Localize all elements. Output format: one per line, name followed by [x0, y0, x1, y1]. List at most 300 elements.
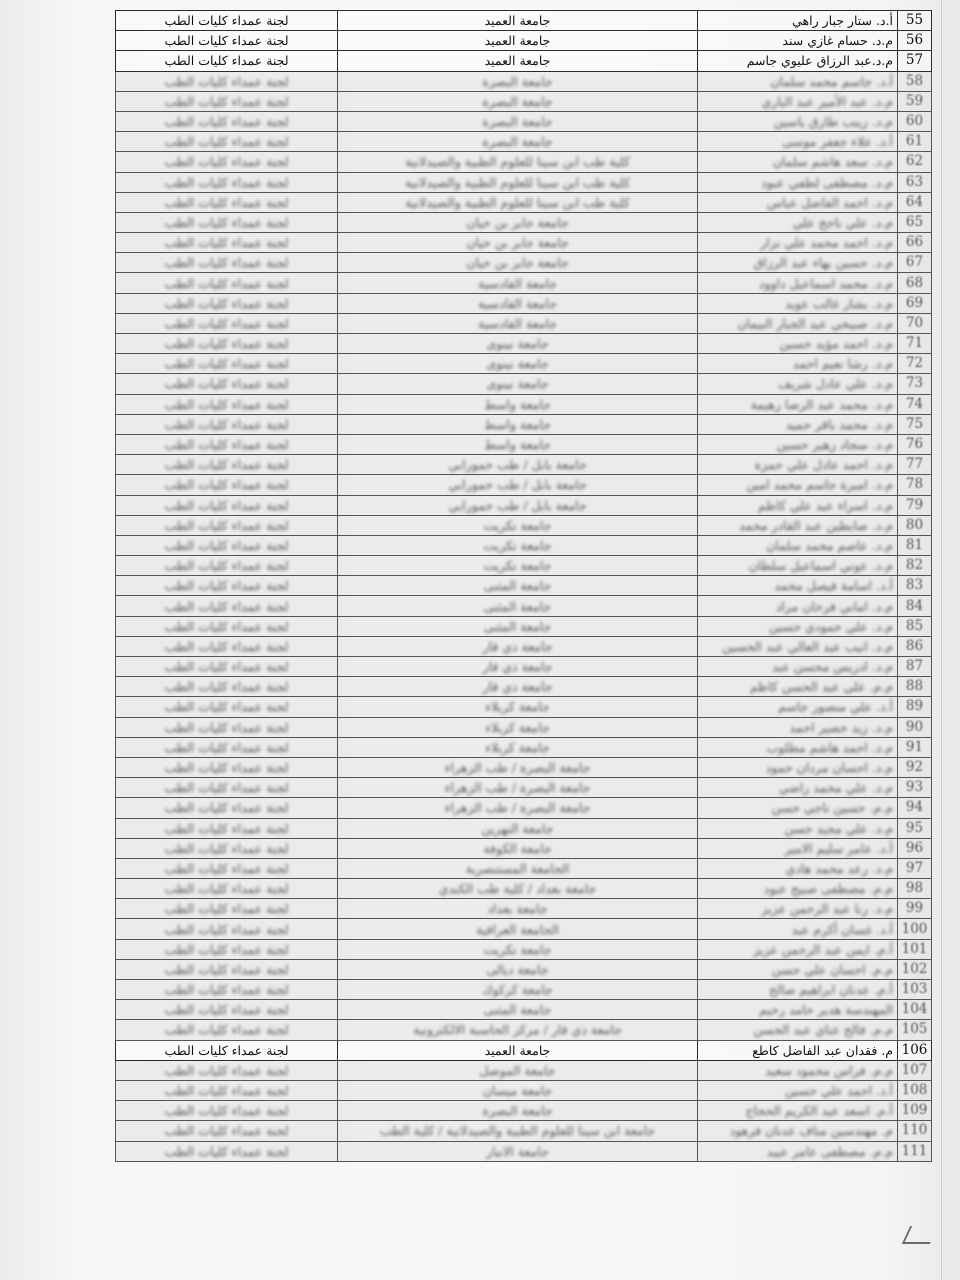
university-text: الجامعة المستنصرية: [465, 860, 570, 876]
member-name-text: م.د. احمد هاشم مطلوب: [766, 739, 893, 755]
university-text: جامعة العميد: [484, 13, 551, 29]
table-row: [116, 636, 932, 656]
member-name-cell: [698, 495, 898, 515]
row-number-text: 97: [905, 859, 924, 876]
member-name-text: م.د. عوني اسماعيل سلطان: [748, 558, 893, 574]
committee-cell: [116, 737, 338, 757]
table-row: [116, 939, 932, 959]
member-name-text: م.د. اميرة جاسم محمد امين: [746, 477, 893, 493]
university-text: كلية طب ابن سينا للعلوم الطبية والصيدلانية: [405, 174, 630, 190]
row-number-text: 67: [905, 254, 924, 271]
committee-text: لجنة عمداء كليات الطب: [164, 13, 289, 29]
member-name-text: م.د. حسين بهاء عبد الرزاق: [753, 255, 893, 271]
university-text: كلية طب ابن سينا للعلوم الطبية والصيدلانية: [405, 194, 630, 210]
member-name-cell: [698, 798, 898, 818]
member-name-cell: [698, 233, 898, 253]
university-cell: [338, 273, 698, 293]
university-cell: [338, 192, 698, 212]
member-name-cell: [698, 212, 898, 232]
university-cell: [338, 253, 698, 273]
university-text: جامعة البصرة: [482, 1103, 553, 1119]
member-name-cell: [698, 1121, 898, 1141]
university-cell: [338, 959, 698, 979]
row-number-text: 62: [905, 153, 924, 170]
committee-text: لجنة عمداء كليات الطب: [164, 33, 289, 49]
committee-cell: [116, 818, 338, 838]
member-name-text: م.د. رنا عبد الرحمن عزيز: [761, 901, 893, 917]
committee-cell: [116, 959, 338, 979]
row-number-cell: [898, 535, 932, 555]
row-number-cell: [898, 959, 932, 979]
table-row: [116, 152, 932, 172]
committee-cell: [116, 657, 338, 677]
member-name-cell: [698, 818, 898, 838]
member-name-text: م. فقدان عبد الفاضل كاطع: [752, 1042, 893, 1058]
row-number-text: 59: [905, 92, 924, 109]
university-text: جامعة تكريت: [483, 558, 552, 574]
university-text: جامعة العميد: [484, 1042, 551, 1058]
university-cell: [338, 293, 698, 313]
committee-text: لجنة عمداء كليات الطب: [164, 1042, 289, 1058]
table-row: [116, 172, 932, 192]
university-text: جامعة تكريت: [483, 517, 552, 533]
member-name-text: م.د. سعد هاشم سلمان: [772, 154, 893, 170]
row-number-text: 103: [901, 981, 928, 998]
university-cell: [338, 132, 698, 152]
row-number-cell: [898, 111, 932, 131]
member-name-cell: [698, 899, 898, 919]
university-text: جامعة البصرة: [482, 73, 553, 89]
row-number-cell: [898, 394, 932, 414]
row-number-text: 104: [901, 1001, 928, 1018]
row-number-text: 82: [905, 557, 924, 574]
member-name-text: م.د. احمد عادل علي حمزة: [754, 457, 893, 473]
row-number-text: 95: [905, 819, 924, 836]
table-row: [116, 798, 932, 818]
committee-cell: [116, 616, 338, 636]
member-name-cell: [698, 737, 898, 757]
member-name-cell: [698, 71, 898, 91]
committee-cell: [116, 374, 338, 394]
committee-text: لجنة عمداء كليات الطب: [164, 1103, 289, 1119]
row-number-cell: [898, 172, 932, 192]
committee-text: لجنة عمداء كليات الطب: [164, 719, 289, 735]
university-cell: [338, 697, 698, 717]
member-name-cell: [698, 1141, 898, 1161]
member-name-text: م.د. اماني فرحان مراد: [775, 598, 893, 614]
row-number-text: 93: [905, 779, 924, 796]
committee-cell: [116, 939, 338, 959]
row-number-text: 89: [905, 698, 924, 715]
committee-text: لجنة عمداء كليات الطب: [164, 336, 289, 352]
member-name-text: م.د. حسام غازي سند: [782, 33, 893, 49]
committee-cell: [116, 394, 338, 414]
university-text: جامعة واسط: [484, 437, 551, 453]
university-cell: [338, 717, 698, 737]
row-number-text: 108: [901, 1082, 928, 1099]
committee-cell: [116, 838, 338, 858]
committee-cell: [116, 111, 338, 131]
university-cell: [338, 475, 698, 495]
committee-cell: [116, 152, 338, 172]
university-cell: [338, 1121, 698, 1141]
university-text: جامعة نينوى: [486, 336, 549, 352]
members-table-container: [115, 10, 932, 1162]
table-row: [116, 132, 932, 152]
member-name-cell: [698, 455, 898, 475]
table-row: [116, 899, 932, 919]
table-row: [116, 354, 932, 374]
university-cell: [338, 838, 698, 858]
committee-text: لجنة عمداء كليات الطب: [164, 840, 289, 856]
member-name-cell: [698, 515, 898, 535]
committee-text: لجنة عمداء كليات الطب: [164, 73, 289, 89]
university-text: الجامعة العراقية: [476, 921, 559, 937]
university-text: جامعة الكوفة: [483, 840, 552, 856]
university-cell: [338, 354, 698, 374]
row-number-cell: [898, 475, 932, 495]
row-number-cell: [898, 354, 932, 374]
table-row: [116, 475, 932, 495]
table-row: [116, 414, 932, 434]
row-number-text: 84: [905, 597, 924, 614]
row-number-text: 85: [905, 617, 924, 634]
member-name-cell: [698, 354, 898, 374]
university-cell: [338, 636, 698, 656]
row-number-text: 101: [901, 940, 928, 957]
row-number-cell: [898, 1040, 932, 1060]
table-row: [116, 293, 932, 313]
university-text: جامعة بغداد: [487, 901, 548, 917]
university-text: جامعة تكريت: [483, 537, 552, 553]
member-name-text: أ.د. علي منصور جاسم: [777, 699, 893, 715]
committee-cell: [116, 334, 338, 354]
member-name-text: م. مهندسين مناف عدنان فرهود: [729, 1123, 893, 1139]
row-number-cell: [898, 1000, 932, 1020]
row-number-text: 90: [905, 718, 924, 735]
member-name-cell: [698, 556, 898, 576]
row-number-cell: [898, 253, 932, 273]
table-row: [116, 697, 932, 717]
committee-text: لجنة عمداء كليات الطب: [164, 255, 289, 271]
row-number-text: 105: [901, 1021, 928, 1038]
committee-text: لجنة عمداء كليات الطب: [164, 174, 289, 190]
committee-cell: [116, 556, 338, 576]
committee-text: لجنة عمداء كليات الطب: [164, 295, 289, 311]
row-number-text: 99: [905, 900, 924, 917]
committee-text: لجنة عمداء كليات الطب: [164, 437, 289, 453]
committee-cell: [116, 414, 338, 434]
university-text: جامعة واسط: [484, 396, 551, 412]
row-number-cell: [898, 334, 932, 354]
table-row: [116, 757, 932, 777]
member-name-cell: [698, 51, 898, 71]
row-number-cell: [898, 374, 932, 394]
member-name-cell: [698, 1020, 898, 1040]
university-cell: [338, 757, 698, 777]
university-text: جامعة البصرة: [482, 134, 553, 150]
table-row: [116, 253, 932, 273]
committee-text: لجنة عمداء كليات الطب: [164, 982, 289, 998]
university-cell: [338, 111, 698, 131]
committee-cell: [116, 919, 338, 939]
committee-text: لجنة عمداء كليات الطب: [164, 134, 289, 150]
university-text: جامعة البصرة: [482, 93, 553, 109]
row-number-cell: [898, 1141, 932, 1161]
committee-text: لجنة عمداء كليات الطب: [164, 881, 289, 897]
committee-cell: [116, 535, 338, 555]
table-row: [116, 576, 932, 596]
row-number-text: 102: [901, 960, 928, 977]
member-name-text: م.د. احمد مؤيد حسين: [779, 336, 893, 352]
university-cell: [338, 778, 698, 798]
table-row: [116, 1080, 932, 1100]
member-name-cell: [698, 91, 898, 111]
row-number-text: 79: [905, 496, 924, 513]
committee-text: لجنة عمداء كليات الطب: [164, 53, 289, 69]
members-table: [115, 10, 932, 1162]
committee-cell: [116, 1141, 338, 1161]
university-cell: [338, 1080, 698, 1100]
table-row: [116, 1040, 932, 1060]
committee-text: لجنة عمداء كليات الطب: [164, 961, 289, 977]
row-number-text: 100: [901, 920, 928, 937]
row-number-cell: [898, 697, 932, 717]
committee-text: لجنة عمداء كليات الطب: [164, 1143, 289, 1159]
university-text: جامعة واسط: [484, 416, 551, 432]
committee-cell: [116, 233, 338, 253]
row-number-cell: [898, 434, 932, 454]
member-name-cell: [698, 414, 898, 434]
member-name-cell: [698, 313, 898, 333]
row-number-cell: [898, 858, 932, 878]
member-name-text: م.د. احسان مردان حمود: [765, 760, 893, 776]
row-number-cell: [898, 273, 932, 293]
university-text: جامعة بابل / طب حمورابي: [448, 497, 587, 513]
university-text: جامعة المثنى: [483, 598, 552, 614]
committee-text: لجنة عمداء كليات الطب: [164, 275, 289, 291]
table-row: [116, 1101, 932, 1121]
committee-cell: [116, 1060, 338, 1080]
university-cell: [338, 1060, 698, 1080]
university-cell: [338, 1101, 698, 1121]
table-row: [116, 91, 932, 111]
university-cell: [338, 657, 698, 677]
university-text: جامعة ذي قار: [482, 679, 553, 695]
university-text: جامعة القادسية: [478, 275, 557, 291]
row-number-cell: [898, 132, 932, 152]
row-number-text: 98: [905, 880, 924, 897]
member-name-cell: [698, 677, 898, 697]
university-text: جامعة النهرين: [481, 820, 554, 836]
committee-cell: [116, 596, 338, 616]
university-cell: [338, 334, 698, 354]
row-number-cell: [898, 899, 932, 919]
member-name-cell: [698, 31, 898, 51]
committee-text: لجنة عمداء كليات الطب: [164, 1022, 289, 1038]
university-cell: [338, 172, 698, 192]
university-cell: [338, 1141, 698, 1161]
member-name-cell: [698, 980, 898, 1000]
university-cell: [338, 374, 698, 394]
university-cell: [338, 51, 698, 71]
row-number-cell: [898, 657, 932, 677]
member-name-text: م.م. مصطفى صبيح عبود: [763, 881, 893, 897]
member-name-cell: [698, 253, 898, 273]
row-number-text: 66: [905, 234, 924, 251]
university-cell: [338, 576, 698, 596]
member-name-cell: [698, 1080, 898, 1100]
row-number-cell: [898, 1080, 932, 1100]
committee-text: لجنة عمداء كليات الطب: [164, 699, 289, 715]
committee-text: لجنة عمداء كليات الطب: [164, 1083, 289, 1099]
table-row: [116, 313, 932, 333]
table-row: [116, 596, 932, 616]
committee-cell: [116, 192, 338, 212]
member-name-text: م.د. مصطفى لطفي عبود: [761, 174, 893, 190]
member-name-text: م.د.عبد الرزاق عليوي جاسم: [746, 53, 893, 69]
table-row: [116, 31, 932, 51]
committee-text: لجنة عمداء كليات الطب: [164, 497, 289, 513]
committee-cell: [116, 1080, 338, 1100]
member-name-cell: [698, 334, 898, 354]
row-number-text: 80: [905, 516, 924, 533]
member-name-text: م.د. علي حمودي حسين: [768, 618, 893, 634]
university-text: جامعة البصرة / طب الزهراء: [444, 760, 591, 776]
member-name-text: م.د. محمد عبد الرضا رهيمة: [750, 396, 893, 412]
member-name-text: م.م. مصطفى عامر عبيد: [766, 1143, 893, 1159]
committee-text: لجنة عمداء كليات الطب: [164, 396, 289, 412]
committee-cell: [116, 1101, 338, 1121]
table-row: [116, 434, 932, 454]
university-text: جامعة المثنى: [483, 618, 552, 634]
committee-cell: [116, 91, 338, 111]
table-row: [116, 1000, 932, 1020]
member-name-text: م.د. انيب عبد العالي عبد الحسين: [722, 638, 893, 654]
row-number-cell: [898, 212, 932, 232]
table-row: [116, 919, 932, 939]
university-text: جامعة ديالى: [486, 961, 549, 977]
member-name-cell: [698, 111, 898, 131]
university-cell: [338, 414, 698, 434]
member-name-text: م.د. احمد محمد علي نزار: [760, 235, 893, 251]
table-row: [116, 233, 932, 253]
committee-cell: [116, 677, 338, 697]
row-number-text: 77: [905, 456, 924, 473]
member-name-cell: [698, 838, 898, 858]
committee-text: لجنة عمداء كليات الطب: [164, 921, 289, 937]
member-name-text: م.د. صبيحي عبد الجبار البيمان: [737, 315, 893, 331]
committee-cell: [116, 778, 338, 798]
committee-text: لجنة عمداء كليات الطب: [164, 1062, 289, 1078]
university-cell: [338, 899, 698, 919]
university-cell: [338, 212, 698, 232]
row-number-cell: [898, 1060, 932, 1080]
committee-cell: [116, 899, 338, 919]
university-text: جامعة القادسية: [478, 295, 557, 311]
member-name-text: م.د. محمد اسماعيل داوود: [758, 275, 893, 291]
committee-cell: [116, 879, 338, 899]
row-number-text: 78: [905, 476, 924, 493]
university-cell: [338, 858, 698, 878]
row-number-cell: [898, 778, 932, 798]
table-row: [116, 980, 932, 1000]
row-number-text: 83: [905, 577, 924, 594]
university-cell: [338, 233, 698, 253]
table-row: [116, 111, 932, 131]
row-number-cell: [898, 91, 932, 111]
university-cell: [338, 616, 698, 636]
university-text: جامعة العميد: [484, 53, 551, 69]
row-number-text: 91: [905, 738, 924, 755]
row-number-text: 60: [905, 113, 924, 130]
university-text: جامعة تكريت: [483, 941, 552, 957]
university-cell: [338, 152, 698, 172]
committee-cell: [116, 354, 338, 374]
university-cell: [338, 737, 698, 757]
committee-cell: [116, 798, 338, 818]
committee-text: لجنة عمداء كليات الطب: [164, 1123, 289, 1139]
row-number-text: 106: [901, 1041, 928, 1058]
row-number-text: 87: [905, 658, 924, 675]
committee-text: لجنة عمداء كليات الطب: [164, 416, 289, 432]
committee-text: لجنة عمداء كليات الطب: [164, 618, 289, 634]
university-cell: [338, 71, 698, 91]
row-number-cell: [898, 515, 932, 535]
member-name-cell: [698, 636, 898, 656]
row-number-text: 74: [905, 395, 924, 412]
row-number-cell: [898, 152, 932, 172]
table-row: [116, 273, 932, 293]
member-name-cell: [698, 616, 898, 636]
committee-cell: [116, 253, 338, 273]
member-name-cell: [698, 959, 898, 979]
row-number-text: 69: [905, 294, 924, 311]
table-row: [116, 879, 932, 899]
member-name-text: م.م. فراس محمود سعيد: [765, 1062, 893, 1078]
member-name-cell: [698, 172, 898, 192]
committee-text: لجنة عمداء كليات الطب: [164, 598, 289, 614]
table-row: [116, 495, 932, 515]
university-cell: [338, 677, 698, 697]
row-number-text: 107: [901, 1061, 928, 1078]
member-name-cell: [698, 576, 898, 596]
member-name-text: أ.د. ستار جبار راهي: [792, 13, 893, 29]
table-row: [116, 374, 932, 394]
committee-text: لجنة عمداء كليات الطب: [164, 638, 289, 654]
table-row: [116, 11, 932, 31]
university-text: كلية طب ابن سينا للعلوم الطبية والصيدلانية: [405, 154, 630, 170]
row-number-cell: [898, 51, 932, 71]
row-number-cell: [898, 757, 932, 777]
row-number-cell: [898, 1020, 932, 1040]
committee-cell: [116, 434, 338, 454]
committee-text: لجنة عمداء كليات الطب: [164, 1002, 289, 1018]
row-number-cell: [898, 11, 932, 31]
member-name-text: م.د. عبد الأمير عبد الباري: [761, 93, 893, 109]
member-name-text: م.د. سجاد زهير حسين: [776, 437, 893, 453]
university-text: جامعة جابر بن حيان: [466, 214, 569, 230]
committee-cell: [116, 495, 338, 515]
row-number-cell: [898, 636, 932, 656]
university-cell: [338, 455, 698, 475]
university-cell: [338, 980, 698, 1000]
member-name-text: م.د. زيد خضير احمد: [789, 719, 893, 735]
row-number-text: 86: [905, 637, 924, 654]
committee-cell: [116, 717, 338, 737]
row-number-cell: [898, 293, 932, 313]
university-text: جامعة الموصل: [479, 1062, 556, 1078]
